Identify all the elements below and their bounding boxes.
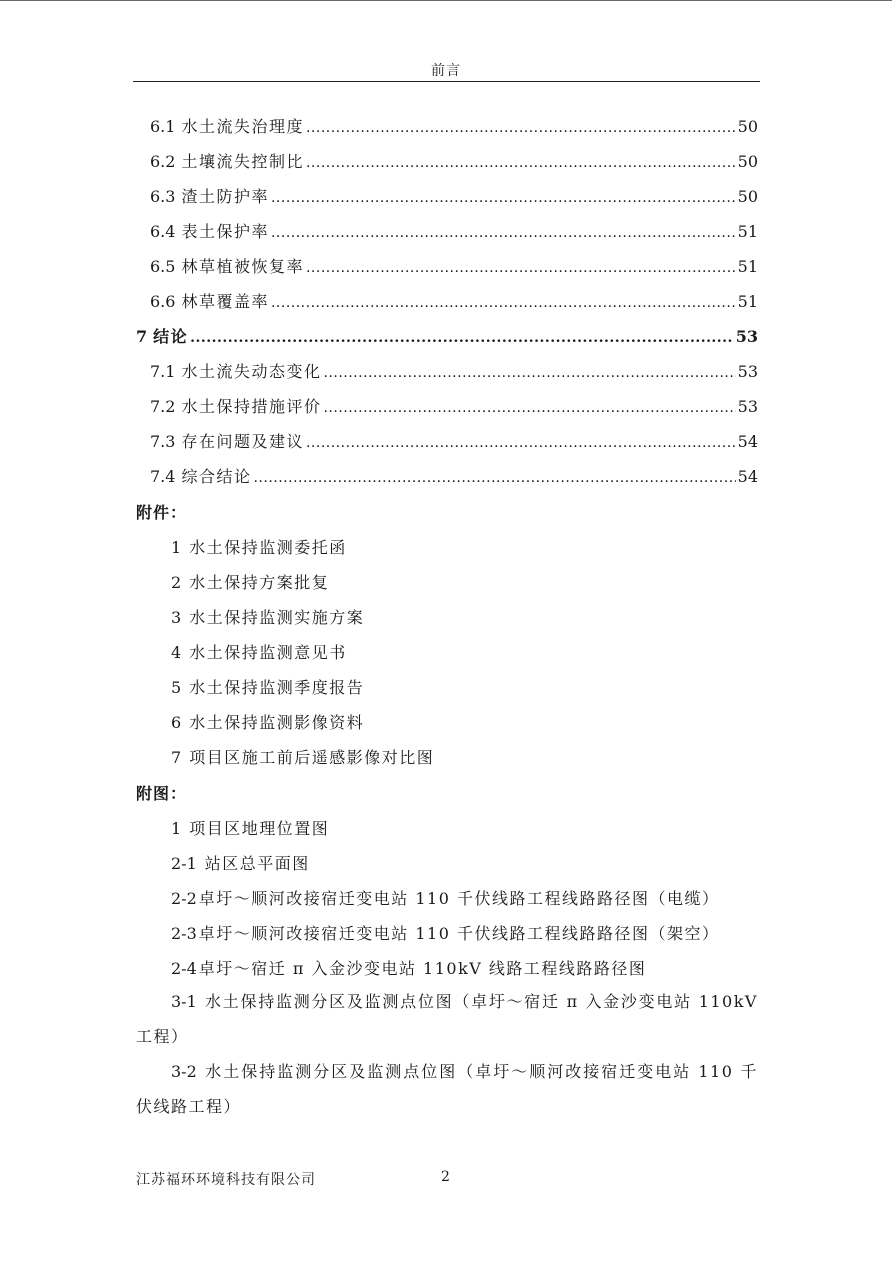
figure-title: 项目区地理位置图 xyxy=(189,819,330,838)
figure-title: 卓圩～顺河改接宿迁变电站 110 千伏线路工程线路路径图（架空） xyxy=(198,924,720,943)
toc-entry-number: 7.1 xyxy=(150,362,176,381)
toc-entry[interactable] xyxy=(150,149,758,173)
toc-entry-page: 50 xyxy=(737,187,758,206)
figure-item xyxy=(171,816,329,839)
toc-entry-number: 6.4 xyxy=(150,222,176,241)
figure-item xyxy=(171,886,719,909)
attachments-heading: 附件： xyxy=(136,503,188,522)
toc-entry[interactable] xyxy=(150,394,758,418)
attachment-title: 水土保持监测意见书 xyxy=(189,643,347,662)
toc-entry-title: 结论 xyxy=(153,327,189,346)
toc-entry-page: 51 xyxy=(737,292,758,311)
attachment-title: 项目区施工前后遥感影像对比图 xyxy=(189,748,435,767)
toc-leader-dots xyxy=(271,295,736,311)
toc-entry[interactable] xyxy=(150,254,758,278)
toc-entry[interactable] xyxy=(150,184,758,208)
figure-title: 卓圩～顺河改接宿迁变电站 110 千伏线路工程线路路径图（电缆） xyxy=(198,889,720,908)
toc-entry-number: 6.3 xyxy=(150,187,176,206)
header-divider xyxy=(133,81,760,82)
toc-entry[interactable] xyxy=(150,359,758,383)
attachment-item xyxy=(171,570,329,593)
toc-entry-page: 50 xyxy=(737,117,758,136)
figure-index: 3-2 xyxy=(171,1062,197,1081)
figure-title: 水土保持监测分区及监测点位图（卓圩～宿迁 π 入金沙变电站 110kV 工程） xyxy=(136,992,758,1046)
footer-page-number: 2 xyxy=(441,1169,450,1185)
toc-entry-number: 7.4 xyxy=(150,467,176,486)
toc-entry-title: 水土流失动态变化 xyxy=(181,362,322,381)
toc-entry-title: 渣土防护率 xyxy=(181,187,269,206)
toc-entry-page: 51 xyxy=(737,257,758,276)
figure-item xyxy=(171,921,719,944)
toc-entry-title: 林草覆盖率 xyxy=(181,292,269,311)
toc-entry-number: 7 xyxy=(136,327,148,346)
toc-entry[interactable] xyxy=(150,114,758,138)
toc-entry[interactable] xyxy=(150,219,758,243)
toc-entry-page: 53 xyxy=(735,327,758,346)
toc-entry-title: 水土保持措施评价 xyxy=(181,397,322,416)
figure-item xyxy=(136,984,758,1054)
attachment-title: 水土保持监测委托函 xyxy=(189,538,347,557)
toc-entry-title: 土壤流失控制比 xyxy=(181,152,304,171)
toc-entry-title: 表土保护率 xyxy=(181,222,269,241)
toc-leader-dots xyxy=(271,190,736,206)
attachment-title: 水土保持监测季度报告 xyxy=(189,678,365,697)
toc-chapter-entry[interactable] xyxy=(136,324,758,348)
toc-leader-dots xyxy=(271,225,736,241)
page-header-title: 前言 xyxy=(431,63,461,79)
figure-index: 2-4 xyxy=(171,959,197,978)
figure-index: 2-2 xyxy=(171,889,197,908)
toc-entry-page: 53 xyxy=(737,397,758,416)
toc-entry[interactable] xyxy=(150,464,758,488)
attachment-title: 水土保持监测实施方案 xyxy=(189,608,365,627)
toc-leader-dots xyxy=(190,330,734,346)
attachment-item xyxy=(171,535,347,558)
toc-entry-page: 54 xyxy=(737,467,758,486)
figure-index: 2-1 xyxy=(171,854,197,873)
figure-title: 站区总平面图 xyxy=(204,854,310,873)
toc-entry-page: 51 xyxy=(737,222,758,241)
toc-entry[interactable] xyxy=(150,429,758,453)
attachment-index: 4 xyxy=(171,643,182,662)
toc-leader-dots xyxy=(253,470,735,486)
toc-leader-dots xyxy=(306,435,736,451)
toc-entry-number: 6.6 xyxy=(150,292,176,311)
toc-entry-title: 综合结论 xyxy=(181,467,252,486)
toc-entry-number: 7.3 xyxy=(150,432,176,451)
figures-heading: 附图： xyxy=(136,784,188,803)
footer-company-name: 江苏福环环境科技有限公司 xyxy=(136,1172,316,1188)
figure-title: 卓圩～宿迁 π 入金沙变电站 110kV 线路工程线路路径图 xyxy=(198,959,647,978)
toc-entry-page: 50 xyxy=(737,152,758,171)
toc-leader-dots xyxy=(306,260,736,276)
figure-item xyxy=(171,956,646,979)
attachment-index: 5 xyxy=(171,678,182,697)
toc-entry-page: 53 xyxy=(737,362,758,381)
attachment-index: 7 xyxy=(171,748,182,767)
toc-entry-number: 6.5 xyxy=(150,257,176,276)
figure-index: 1 xyxy=(171,819,182,838)
toc-leader-dots xyxy=(323,400,735,416)
figure-index: 3-1 xyxy=(171,992,197,1011)
figure-item xyxy=(171,851,310,874)
toc-leader-dots xyxy=(306,155,736,171)
attachment-index: 1 xyxy=(171,538,182,557)
attachment-item xyxy=(171,745,434,768)
attachment-index: 2 xyxy=(171,573,182,592)
figure-index: 2-3 xyxy=(171,924,197,943)
toc-entry-number: 6.2 xyxy=(150,152,176,171)
attachment-title: 水土保持监测影像资料 xyxy=(189,713,365,732)
toc-entry-title: 林草植被恢复率 xyxy=(181,257,304,276)
attachment-title: 水土保持方案批复 xyxy=(189,573,330,592)
attachment-item xyxy=(171,640,347,663)
attachment-item xyxy=(171,675,364,698)
toc-leader-dots xyxy=(306,120,736,136)
toc-entry[interactable] xyxy=(150,289,758,313)
attachment-index: 3 xyxy=(171,608,182,627)
toc-entry-number: 7.2 xyxy=(150,397,176,416)
toc-entry-title: 存在问题及建议 xyxy=(181,432,304,451)
page-top-border xyxy=(0,0,892,1)
toc-entry-page: 54 xyxy=(737,432,758,451)
attachment-item xyxy=(171,710,364,733)
figure-item xyxy=(136,1054,758,1124)
attachment-item xyxy=(171,605,364,628)
toc-entry-number: 6.1 xyxy=(150,117,176,136)
toc-entry-title: 水土流失治理度 xyxy=(181,117,304,136)
attachment-index: 6 xyxy=(171,713,182,732)
toc-leader-dots xyxy=(323,365,735,381)
figure-title: 水土保持监测分区及监测点位图（卓圩～顺河改接宿迁变电站 110 千伏线路工程） xyxy=(136,1062,758,1116)
